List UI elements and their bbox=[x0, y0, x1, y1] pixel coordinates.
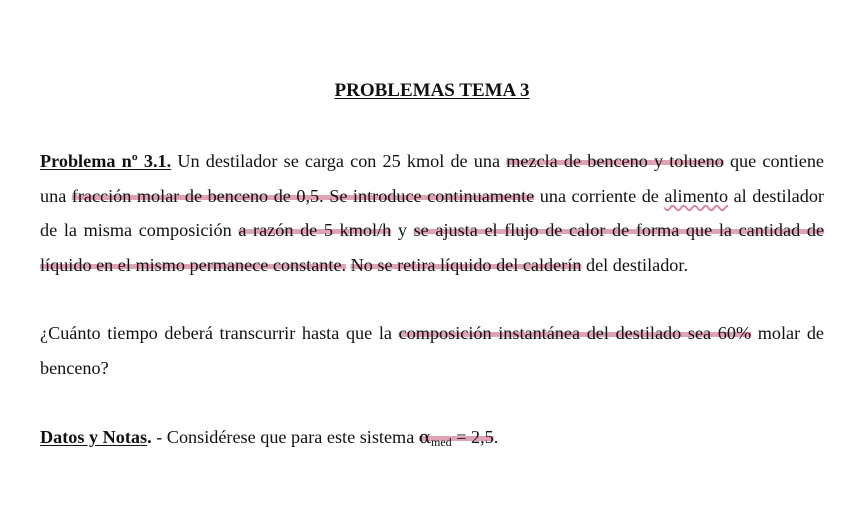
notes-text: - Considérese que para este sistema bbox=[151, 427, 419, 447]
notes-label: Datos y Notas bbox=[40, 427, 148, 447]
problem-text-2: que contiene una bbox=[40, 151, 824, 206]
alpha-symbol: α bbox=[418, 427, 431, 448]
problem-statement bbox=[40, 144, 824, 282]
data-and-notes bbox=[40, 420, 824, 460]
problem-label: Problema nº 3.1. bbox=[40, 151, 172, 171]
problem-text-1: Un destilador se carga con 25 kmol de una bbox=[171, 151, 507, 171]
highlight-feed: alimento bbox=[664, 185, 729, 206]
highlight-mixture: mezcla de benceno y tolueno bbox=[506, 151, 724, 171]
problem-text-7: del destilador. bbox=[581, 254, 688, 275]
problem-text-4: al destilador de la misma composición bbox=[40, 185, 824, 240]
notes-label-end: . bbox=[147, 427, 152, 447]
document-title: PROBLEMAS TEMA 3 bbox=[334, 80, 530, 101]
problem-text-3: una corriente de bbox=[534, 185, 665, 206]
alpha-subscript: med bbox=[430, 435, 452, 449]
highlight-heat-flow: se ajusta el flujo de calor de forma que la cantidad de líquido en el mismo permanece constante. bbox=[40, 220, 825, 275]
highlight-no-liquid: No se retira líquido del calderín bbox=[350, 254, 582, 275]
highlight-composition: composición instantánea del destilado sea 60% bbox=[398, 323, 752, 343]
highlight-molar-fraction: fracción molar de benceno de 0,5. Se introduce continuamente bbox=[71, 185, 535, 206]
question-text-1: ¿Cuánto tiempo deberá transcurrir hasta que la bbox=[40, 323, 399, 343]
highlight-feed-rate: a razón de 5 kmol/h bbox=[238, 220, 392, 240]
problem-text-5: y bbox=[391, 220, 414, 240]
highlight-alpha bbox=[419, 427, 494, 447]
alpha-value: = 2,5 bbox=[451, 427, 494, 447]
problem-question bbox=[40, 316, 824, 385]
notes-end: . bbox=[493, 427, 499, 447]
question-text-2: molar de benceno? bbox=[40, 323, 824, 378]
